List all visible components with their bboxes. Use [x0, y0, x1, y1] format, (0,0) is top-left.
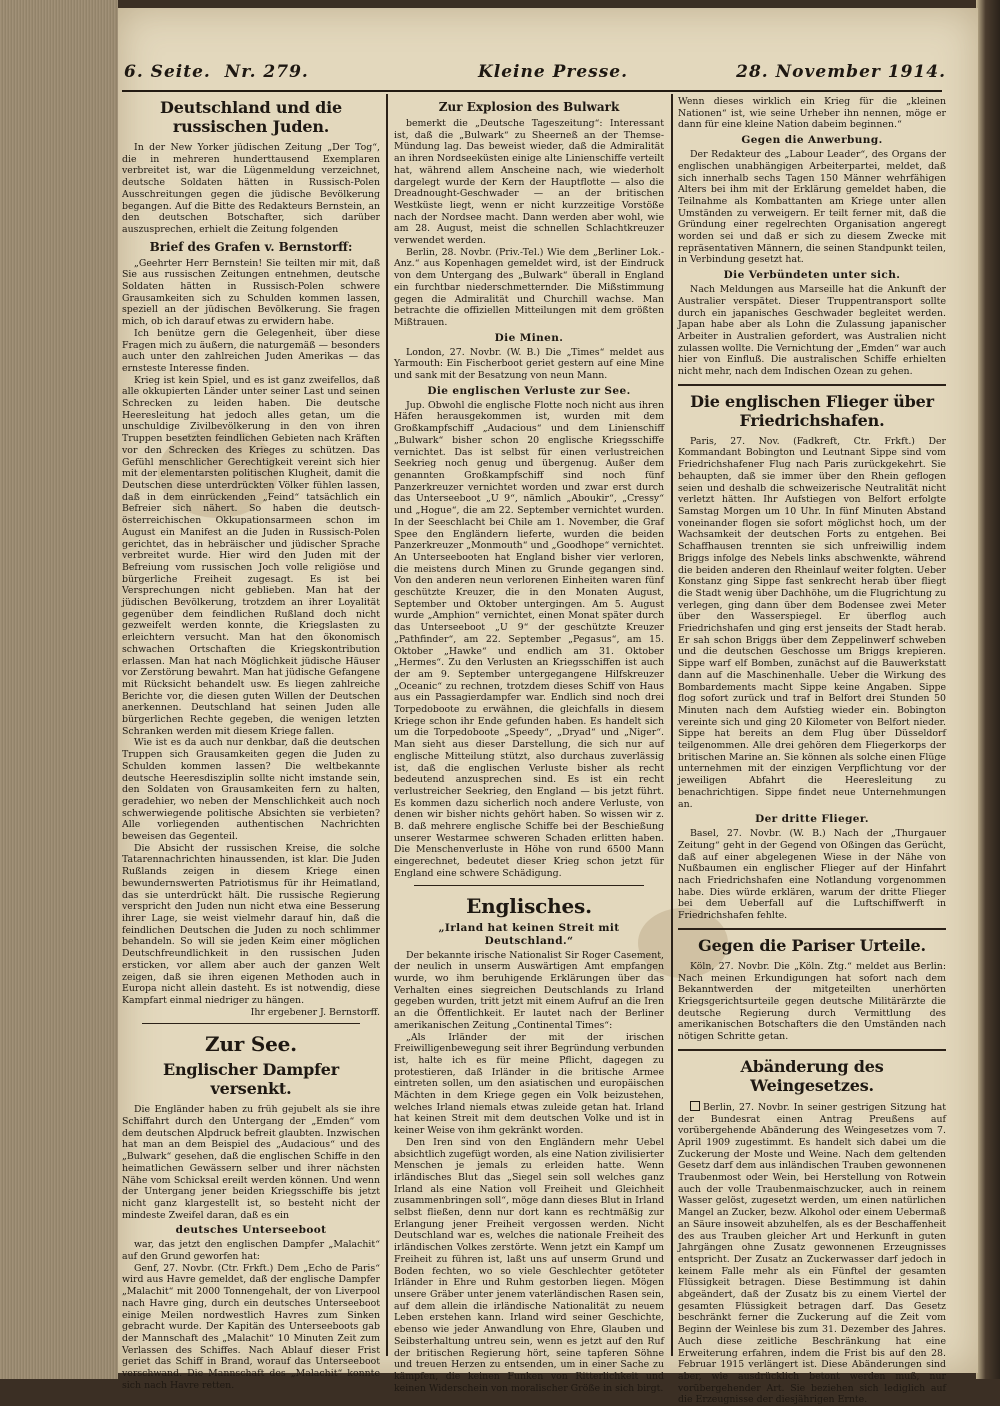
- divider: [678, 928, 946, 930]
- article-title: Abänderung des Weingesetzes.: [740, 1056, 884, 1095]
- section-heading: Die Verbündeten unter sich.: [723, 269, 901, 282]
- article-title: Gegen die Pariser Urteile.: [698, 935, 926, 955]
- column-1: [122, 96, 380, 1391]
- article-paragraph: Berlin, 28. Novbr. (Priv.-Tel.) Wie dem „Berliner Lok.-Anz.“ aus Kopenhagen gemeldet wird, ist der Eindruck von dem Untergang des „Bulwark“ überall in England ein furchtbar niederschmetternder. Die Mißstimmung gegen die Admiralität und Churchill wachse. Man betrachte die offiziellen Mitteilungen mit dem größten Mißtrauen.: [394, 246, 664, 328]
- article-title: Zur Explosion des Bulwark: [438, 100, 620, 114]
- page-number-label: 6. Seite. Nr. 279.: [124, 62, 309, 82]
- page-header: [118, 62, 978, 92]
- divider: [678, 1049, 946, 1051]
- header-rule: [122, 90, 942, 92]
- article-paragraph: Der bekannte irische Nationalist Sir Roger Casement, der neulich in unserm Auswärtigen Amt empfangen wurde, wo ihm beruhigende Erklärungen über das Verhalten eines siegreichen Deutschlands zu Irland gegeben wurden, tritt jetzt mit einem Aufruf an die Iren an die Öffentlichkeit. Er lautet nach der Berliner amerikanischen Zeitung „Continental Times“:: [394, 949, 664, 1031]
- newspaper-name: Kleine Presse.: [478, 62, 629, 82]
- article-paragraph: Basel, 27. Novbr. (W. B.) Nach der „Thurgauer Zeitung“ geht in der Gegend von Oßingen das Gerücht, daß auf einer abgelegenen Wiese in der Nähe von Nußbaumen ein englischer Flieger auf der Hinfahrt nach Friedrichshafen eine Notlandung vorgenommen habe. Dies würde erklären, warum der dritte Flieger bei dem Ueberfall auf die Luftschiffwerft in Friedrichshafen fehlte.: [678, 828, 946, 922]
- article-paragraph: Paris, 27. Nov. (Fadkreft, Ctr. Frkft.) Der Kommandant Bobington und Leutnant Sippe sind vom Friedrichshafener Flug nach Paris zurückgekehrt. Sie behaupten, daß sie immer über den Rhein geflogen seien und deshalb die schweizerische Neutralität nicht verletzt hätten. Ihr Aufstiegen von Belfort erfolgte Samstag Morgen um 10 Uhr. In fünf Minuten Abstand voneinander flogen sie sofort möglichst hoch, um der Wachsamkeit der deutschen Forts zu entgehen. Bei Schaffhausen trennten sie sich unfreiwillig indem Briggs infolge des Nebels links abschwenkte, während die beiden anderen den Rheinlauf weiter folgten. Ueber Konstanz ging Sippe fast senkrecht herab über fliegt die Stadt wenig über Dachhöhe, um die Flugrichtung zu verlegen, ging dann über dem Bodensee zwei Meter über den Wasserspiegel. Er überflog auch Friedrichshafen und ging erst jenseits der Stadt herab. Er sah schon Briggs über dem Zeppelinwerf schweben und die deutschen Geschosse um Briggs krepieren. Sippe warf elf Bomben, zunächst auf die Bauwerkstatt dann auf die Maschinenhalle. Ueber die Wirkung des Bombardements macht Sippe keine Angaben. Sippe flog sofort zurück und traf in Belfort drei Stunden 50 Minuten nach dem Aufstieg wieder ein. Bobington vereinte sich und ging 20 Kilometer von Belfort nieder. Sippe hat bereits an dem Flug über Düsseldorf teilgenommen. Alle drei gehören dem Fliegerkorps der britischen Marine an. Sie können als solche einen Flüge unternehmen mit der einzigen Verpflichtung vor der jeweiligen Abfahrt die Heeresleitung zu benachrichtigen. Sippe findet neue Unternehmungen an.: [678, 435, 946, 810]
- article-text: Berlin, 27. Novbr. In seiner gestrigen Sitzung hat der Bundesrat einen Antrag Preußens auf vorübergehende Abänderung des Weingesetzes vom 7. April 1909 zugestimmt. Es handelt sich dabei um die Zuckerung der Moste und Weine. Nach dem geltenden Gesetz darf dem aus inländischen Trauben gewonnenen Traubenmost oder Wein, bei Herstellung von Rotwein auch der volle Traubenmaischzucker, auch in reinem Wasser gelöst, zugesetzt werden, um einen natürlichen Mangel an Zucker, bezw. Alkohol oder einem Uebermaß an Säure insoweit abzuhelfen, als es der Beschaffenheit des aus Trauben gleicher Art und Herkunft in guten Jahrgängen ohne Zusatz gewonnenen Erzeugnisses entspricht. Der Zusatz an Zuckerwasser darf jedoch in keinem Falle mehr als ein Fünftel der gesamten Flüssigkeit betragen. Diese Bestimmung ist dahin abgeändert, daß der Zusatz bis zu einem Viertel der gesamten Flüssigkeit betragen darf. Das Gesetz beschränkt ferner die Zuckerung auf die Zeit vom Beginn der Weinlese bis zum 31. Dezember des Jahres. Auch diese zeitliche Beschränkung hat eine Erweiterung erfahren, indem die Frist bis auf den 28. Februar 1915 verlängert ist. Diese Abänderungen sind aber, wie ausdrücklich betont werden muß, nur vorübergehender Art. Sie beziehen sich lediglich auf die Erzeugnisse der diesjährigen Ernte.: [678, 1101, 946, 1406]
- divider: [142, 1023, 360, 1024]
- section-heading: Die Minen.: [494, 331, 564, 344]
- column-rule: [671, 94, 673, 1356]
- letter-signature: Ihr ergebener J. Bernstorff.: [250, 1006, 380, 1018]
- article-title: Englischer Dampfer versenkt.: [163, 1060, 339, 1099]
- article-paragraph: Die Engländer haben zu früh gejubelt als sie ihre Schiffahrt durch den Untergang der „Emden“ vom dem deutschen Alpdruck befreit glaubten. Inzwischen hat man an dem Beispiel des „Audacious“ und des „Bulwark“ gesehen, daß die englischen Schiffe in den heimatlichen Gewässern selber und ihrer nächsten Nähe vom Schicksal ereilt werden können. Und wenn der Untergang jener beiden Kriegsschiffe bis jetzt nicht ganz klargestellt ist, so besteht nicht der mindeste Zweifel daran, daß es ein: [122, 1104, 380, 1221]
- square-bullet-icon: [690, 1101, 700, 1111]
- section-heading: deutsches Unterseeboot: [175, 1224, 327, 1237]
- section-heading: Brief des Grafen v. Bernstorff:: [149, 239, 353, 254]
- book-binding-edge: [0, 0, 118, 1379]
- article-paragraph: bemerkt die „Deutsche Tageszeitung“: Interessant ist, daß die „Bulwark“ zu Sheerneß an der Themse-Mündung lag. Das beweist wieder, daß die Admiralität an ihren Nordseeküsten einige alte Linienschiffe verteilt hat, während allem Anscheine nach, wie wiederholt dargelegt wurde der Kern der Hauptflotte — also die Dreadnought-Geschwader — an der britischen Westküste liegt, wenn er nicht kurzzeitige Vorstöße nach der Nordsee macht. Dann werden aber wohl, wie am 28. August, meist die schnellen Schlachtkreuzer verwendet werden.: [394, 118, 664, 247]
- article-paragraph: „Geehrter Herr Bernstein! Sie teilten mir mit, daß Sie aus russischen Zeitungen entnehmen, deutsche Soldaten hätten in Russisch-Polen schwere Grausamkeiten sich zu Schulden kommen lassen, speziell an der jüdischen Bevölkerung. Sie fragen mich, ob ich darauf etwas zu erwidern habe.: [122, 257, 380, 328]
- newspaper-page: [118, 8, 978, 1406]
- issue-date: 28. November 1914.: [736, 62, 946, 82]
- section-title: Zur See.: [205, 1032, 297, 1057]
- article-paragraph: London, 27. Novbr. (W. B.) Die „Times“ meldet aus Yarmouth: Ein Fischerboot geriet gestern auf eine Mine und sank mit der Besatzung von neun Mann.: [394, 346, 664, 382]
- article-paragraph: war, das jetzt den englischen Dampfer „Malachit“ auf den Grund geworfen hat:: [122, 1239, 380, 1263]
- column-2: [394, 96, 664, 1394]
- article-paragraph: Ich benütze gern die Gelegenheit, über diese Fragen mich zu äußern, die naturgemäß — besonders auch unter den zahlreichen Juden Amerikas — das ernsteste Interesse finden.: [122, 327, 380, 374]
- article-paragraph: Die Absicht der russischen Kreise, die solche Tatarennachrichten hinaussenden, ist klar. Die Juden Rußlands zeigen in diesem Kriege einen bewundernswerten Patriotismus für ihr Heimatland, das sie unterdrückt hält. Die russische Regierung verspricht den Juden nun nicht etwa eine Besserung ihrer Lage, sie weist vielmehr darauf hin, daß die feindlichen Deutschen die Juden zu noch schlimmer behandeln. So will sie jeden Keim einer möglichen Deutschfreundlichkeit in den russischen Juden ersticken, vor allem aber auch der ganzen Welt zeigen, daß sie ihren eigenen Methoden auch in Europa nicht allein dasteht. Es ist notwendig, diese Kampfart einmal niedriger zu hängen.: [122, 842, 380, 1006]
- article-paragraph: Jup. Obwohl die englische Flotte noch nicht aus ihren Häfen herausgekommen ist, wurden mit dem Großkampfschiff „Audacious“ und dem Linienschiff „Bulwark“ bisher schon 20 englische Kriegsschiffe vernichtet. Das ist selbst für einen verlustreichen Seekrieg noch genug und übergenug. Außer dem genannten Großkampfschiff sind noch fünf Panzerkreuzer vernichtet worden und zwar erst durch das Unterseeboot „U 9“, nämlich „Aboukir“, „Cressy“ und „Hogue“, die am 22. September vernichtet wurden. In der Seeschlacht bei Chile am 1. November, die Graf Spee den Engländern lieferte, wurden die beiden Panzerkreuzer „Monmouth“ und „Goodhope“ vernichtet. An Unterseebooten hat England bisher vier verloren, die meistens durch Minen zu Grunde gegangen sind. Von den anderen neun verlorenen Einheiten waren fünf geschützte Kreuzer, die in den Monaten August, September und Oktober untergingen. Am 5. August wurde „Amphion“ vernichtet, einen Monat später durch das Unterseeboot „U 9“ der geschützte Kreuzer „Pathfinder“, am 22. September „Pegasus“, am 15. Oktober „Hawke“ und endlich am 31. Oktober „Hermes“. Zu den Verlusten an Kriegsschiffen ist auch der am 9. September untergegangene Hilfskreuzer „Oceanic“ zu rechnen, trotzdem dieses Schiff von Haus aus ein Passagierdampfer war. Endlich sind noch drei Torpedoboote zu erwähnen, die gleichfalls in diesem Kriege schon ihr Ende gefunden haben. Es handelt sich um die Torpedoboote „Speedy“, „Dryad“ und „Niger“. Man sieht aus dieser Darstellung, die sich nur auf englische Mitteilung stützt, also durchaus zuverlässig ist, daß die englischen Verluste bisher als recht bedeutend anzusprechen sind. Es ist ein recht verlustreicher Seekrieg, den England — bis jetzt führt. Es kommen dazu sicherlich noch andere Verluste, von denen wir bisher nichts gehört haben. So wissen wir z. B. daß mehrere englische Schiffe bei der Beschießung unserer Westarmee schweren Schaden erlitten haben. Die Menschenverluste in Höhe von rund 6500 Mann eingerechnet, bedeutet dieser Krieg schon jetzt für England eine schwere Schädigung.: [394, 399, 664, 879]
- article-paragraph: Köln, 27. Novbr. Die „Köln. Ztg.“ meldet aus Berlin: Nach meinen Erkundigungen hat sofort nach dem Bekanntwerden der mitgeteilten unerhörten Kriegsgerichtsurteile gegen deutsche Militärärzte die deutsche Regierung durch Vermittlung des amerikanischen Botschafters die den Umständen nach nötigen Schritte getan.: [678, 960, 946, 1043]
- section-heading: Gegen die Anwerbung.: [741, 134, 883, 147]
- article-paragraph: „Als Irländer der mit der irischen Freiwilligenbewegung seit ihrer Begründung verbunden ist, halte ich es für meine Pflicht, dagegen zu protestieren, daß Irländer in die britische Armee eintreten sollen, um den asiatischen und europäischen Mächten in dem Kriege gegen ein Volk beizustehen, welches Irland niemals etwas zuleide getan hat. Irland hat keinen Streit mit dem deutschen Volke und ist in keiner Weise von ihm gekränkt worden.: [394, 1031, 664, 1137]
- article-paragraph: Wie ist es da auch nur denkbar, daß die deutschen Truppen sich Grausamkeiten gegen die Juden zu Schulden kommen lassen? Die weltbekannte deutsche Heeresdisziplin sollte nicht imstande sein, den Soldaten von Grausamkeiten fern zu halten, geradehier, wo neben der Menschlichkeit auch noch schwerwiegende politische Absichten sie verbieten? Alle vorliegenden authentischen Nachrichten beweisen das Gegenteil.: [122, 737, 380, 843]
- article-title: Deutschland und die russischen Juden.: [160, 98, 342, 136]
- article-title: „Irland hat keinen Streit mit Deutschland.“: [438, 921, 620, 947]
- article-paragraph: Genf, 27. Novbr. (Ctr. Frkft.) Dem „Echo de Paris“ wird aus Havre gemeldet, daß der englische Dampfer „Malachit“ mit 2000 Tonnengehalt, der von Liverpool nach Havre ging, durch ein deutsches Unterseeboot einige Meilen nordwestlich Havres zum Sinken gebracht wurde. Der Kapitän des Unterseeboots gab der Mannschaft des „Malachit“ 10 Minuten Zeit zum Verlassen des Schiffes. Nach Ablauf dieser Frist geriet das Schiff in Brand, worauf das Unterseeboot verschwand. Die Mannschaft des „Malachit“ konnte sich nach Havre retten.: [122, 1262, 380, 1391]
- column-rule: [386, 94, 388, 1356]
- section-title: Englisches.: [466, 893, 592, 918]
- article-title: Die englischen Flieger über Friedrichshafen.: [690, 391, 934, 430]
- divider: [678, 384, 946, 386]
- article-paragraph: Wenn dieses wirklich ein Krieg für die „kleinen Nationen“ ist, wie seine Urheber ihn nennen, möge er dann für eine kleine Nation dabeim beginnen.“: [678, 96, 946, 131]
- section-heading: Der dritte Flieger.: [755, 813, 869, 826]
- article-paragraph: Der Redakteur des „Labour Leader“, des Organs der englischen unabhängigen Arbeiterpartei, meldet, daß sich innerhalb sechs Tagen 150 Männer wehrfähigen Alters bei ihm mit der Erklärung gemeldet haben, die Teilnahme als Kombattanten am Kriege unter allen Umständen zu verweigern. Er teilt ferner mit, daß die Gründung einer regelrechten Organisation angeregt worden sei und daß er sich zu diesem Zwecke mit repräsentativen Männern, die seinen Standpunkt teilen, in Verbindung gesetzt hat.: [678, 149, 946, 266]
- section-heading: Die englischen Verluste zur See.: [427, 384, 631, 397]
- article-paragraph: Den Iren sind von den Engländern mehr Uebel absichtlich zugefügt worden, als eine Nation zivilisierter Menschen je jemals zu erleiden hatte. Wenn irländisches Blut das „Siegel sein soll welches ganz Irland als eine Nation voll Freiheit und Gleichheit zusammenbringen soll“, möge dann dieses Blut in Irland selbst fließen, denn nur dort kann es rechtmäßig zur Erlangung jener Freiheit vergossen werden. Nicht Deutschland war es, welches die nationale Freiheit des irländischen Volkes zerstörte. Wenn jetzt ein Kampf um Freiheit zu führen ist, laßt uns auf unserm Grund und Boden fechten, wo so viele Geschlechter getöteter Irländer in Ehre und Ruhm gestorben liegen. Mögen unsere Gräber unter jenem vaterländischen Rasen sein, auf dem allein die irländische Nationalität zu neuem Leben erstehen kann. Irland wird seiner Geschichte, ebenso wie jeder Anwandlung von Ehre, Glauben und Seibsterhaltung untreu sein, wenn es jetzt auf den Ruf der britischen Regierung hört, seine tapferen Söhne und treuen Herzen zu entsenden, um in einer Sache zu kämpfen, die keinen Funken von Ritterlichkeit und keinen Widerschein von moralischer Größe in sich birgt.: [394, 1136, 664, 1394]
- divider: [414, 885, 644, 886]
- article-intro: In der New Yorker jüdischen Zeitung „Der Tog“, die in mehreren hunderttausend Exemplaren verbreitet ist, war die Lügenmeldung verzeichnet, deutsche Soldaten hätten in Russisch-Polen Ausschreitungen gegen die jüdische Bevölkerung begangen. Auf die Bitte des Redakteurs Bernstein, an den deutschen Botschafter, sich darüber auszusprechen, erhielt die Zeitung folgenden: [122, 142, 380, 235]
- article-paragraph: Nach Meldungen aus Marseille hat die Ankunft der Australier verspätet. Dieser Truppentransport sollte durch ein japanisches Geschwader begleitet werden. Japan habe aber als Lohn die Zulassung japanischer Arbeiter in Australien gefordert, was Australien nicht zulassen wollte. Die Vernichtung der „Emden“ war auch hier von Einfluß. Die australischen Schiffe erhielten nicht mehr, nach dem Indischen Ozean zu gehen.: [678, 284, 946, 378]
- page-edge-shadow: [976, 0, 1000, 1379]
- article-paragraph: Krieg ist kein Spiel, und es ist ganz zweifellos, daß alle okkupierten Länder unter seiner Last und seinen Schrecken zu leiden haben. Die deutsche Heeresleitung hat jedoch alles getan, um die unschuldige Zivilbevölkerung in den von ihren Truppen besetzten feindlichen Gebieten nach Kräften vor den Schrecken des Krieges zu schützen. Das Gefühl menschlicher Gerechtigkeit vereint sich hier mit der elementarsten politischen Klugheit, damit die Deutschen diese unterdrückten Völker fühlen lassen, daß in dem einrückenden „Feind“ tatsächlich ein Befreier sich nähert. So haben die deutsch-österreichischen Okkupationsarmeen schon im August ein Manifest an die Juden in Russisch-Polen gerichtet, das in hebräischer und jüdischer Sprache verbreitet wurde. Hier wird den Juden mit der Befreiung vom russischen Joch volle religiöse und bürgerliche Freiheit zugesagt. Es ist bei Versprechungen nicht geblieben. Man hat der jüdischen Bevölkerung, trotzdem an ihrer Loyalität gegenüber dem feindlichen Rußland doch nicht gezweifelt werden konnte, die Kriegslasten zu erleichtern versucht. Man hat den ökonomisch schwachen Ortschaften die Kriegskontribution erlassen. Man hat nach Möglichkeit jüdische Häuser vor Zerstörung bewahrt. Man hat jüdische Gefangene mit Rücksicht behandelt usw. Es liegen zahlreiche Berichte vor, die diesen guten Willen der Deutschen anerkennen. Deutschland hat seinen Juden alle bürgerlichen Rechte gegeben, die wenigen letzten Schranken werden mit diesem Kriege fallen.: [122, 374, 380, 737]
- column-3: [678, 96, 946, 1406]
- article-paragraph: [678, 1101, 946, 1406]
